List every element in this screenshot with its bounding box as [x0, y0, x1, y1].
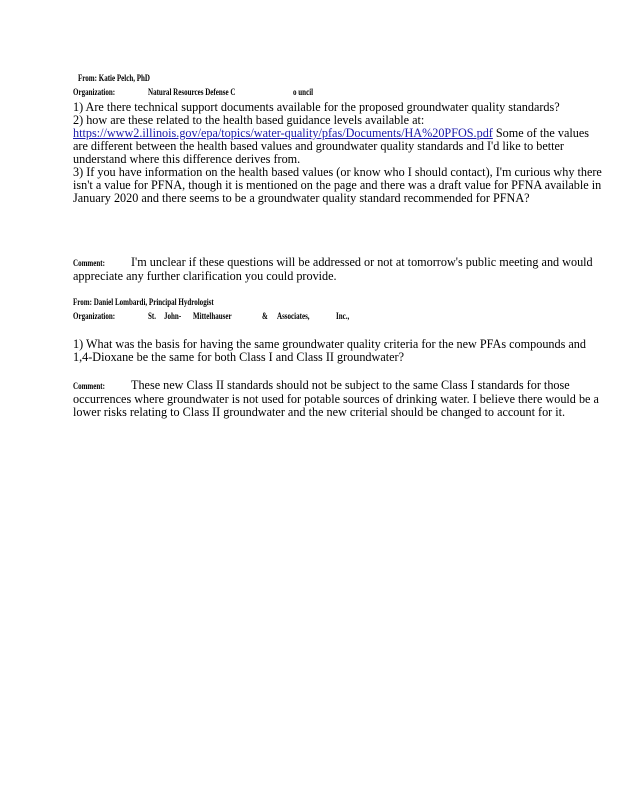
- entry1-question-2: [73, 114, 603, 166]
- entry1-comment: [73, 256, 603, 283]
- entry2-org-word: Mittelhauser: [193, 311, 232, 321]
- entry2-org-word: Associates,: [277, 311, 310, 321]
- entry2-comment-text: These new Class II standards should not be subject to the same Class I standards for those occurrences where groundwater is not used for potable sources of drinking water. I believe there would be a lower risks relating to Class II groundwater and the new criterial should be changed to account for it.: [73, 378, 599, 419]
- entry2-org-label: Organization:: [73, 311, 116, 321]
- entry1-org-value-part2: o uncil: [293, 87, 314, 97]
- entry1-questions: [73, 101, 603, 205]
- entry1-comment-label: Comment:: [73, 258, 105, 268]
- entry2-from: From: Daniel Lombardi, Principal Hydrologist: [73, 297, 214, 307]
- entry1-org-label: Organization:: [73, 87, 116, 97]
- health-guidance-link[interactable]: https://www2.illinois.gov/epa/topics/water-quality/pfas/Documents/HA%20PFOS.pdf: [73, 126, 493, 140]
- entry2-org-word: John-: [164, 311, 182, 321]
- entry1-question-2-text: 2) how are these related to the health based guidance levels available at:: [73, 113, 425, 127]
- entry2-org-word: &: [262, 311, 268, 321]
- entry2-question-1: 1) What was the basis for having the same groundwater quality criteria for the new PFAs compounds and 1,4-Dioxane be the same for both Class I and Class II groundwater?: [73, 337, 586, 364]
- entry2-comment: [73, 379, 603, 419]
- entry2-org-word: Inc.,: [336, 311, 350, 321]
- entry1-org-value-part1: Natural Resources Defense C: [148, 87, 236, 97]
- entry1-question-1: 1) Are there technical support documents available for the proposed groundwater quality standards?: [73, 100, 560, 114]
- entry2-questions: [73, 338, 603, 364]
- entry2-org-word: St.: [148, 311, 157, 321]
- entry1-from: From: Katie Pelch, PhD: [78, 73, 151, 83]
- entry2-comment-label: Comment:: [73, 381, 105, 391]
- entry1-question-3: 3) If you have information on the health based values (or know who I should contact), I'm curious why there isn't a value for PFNA, though it is mentioned on the page and there was a draft value for PFNA available in January 2020 and there seems to be a groundwater quality standard recommended for PFNA?: [73, 165, 602, 205]
- entry1-comment-text: I'm unclear if these questions will be addressed or not at tomorrow's public meeting and would appreciate any further clarification you could provide.: [73, 255, 593, 283]
- entry1-question-2-after-link: Some of the values are different between the health based values and groundwater quality standards and I'd like to better understand where this difference derives from.: [73, 126, 589, 166]
